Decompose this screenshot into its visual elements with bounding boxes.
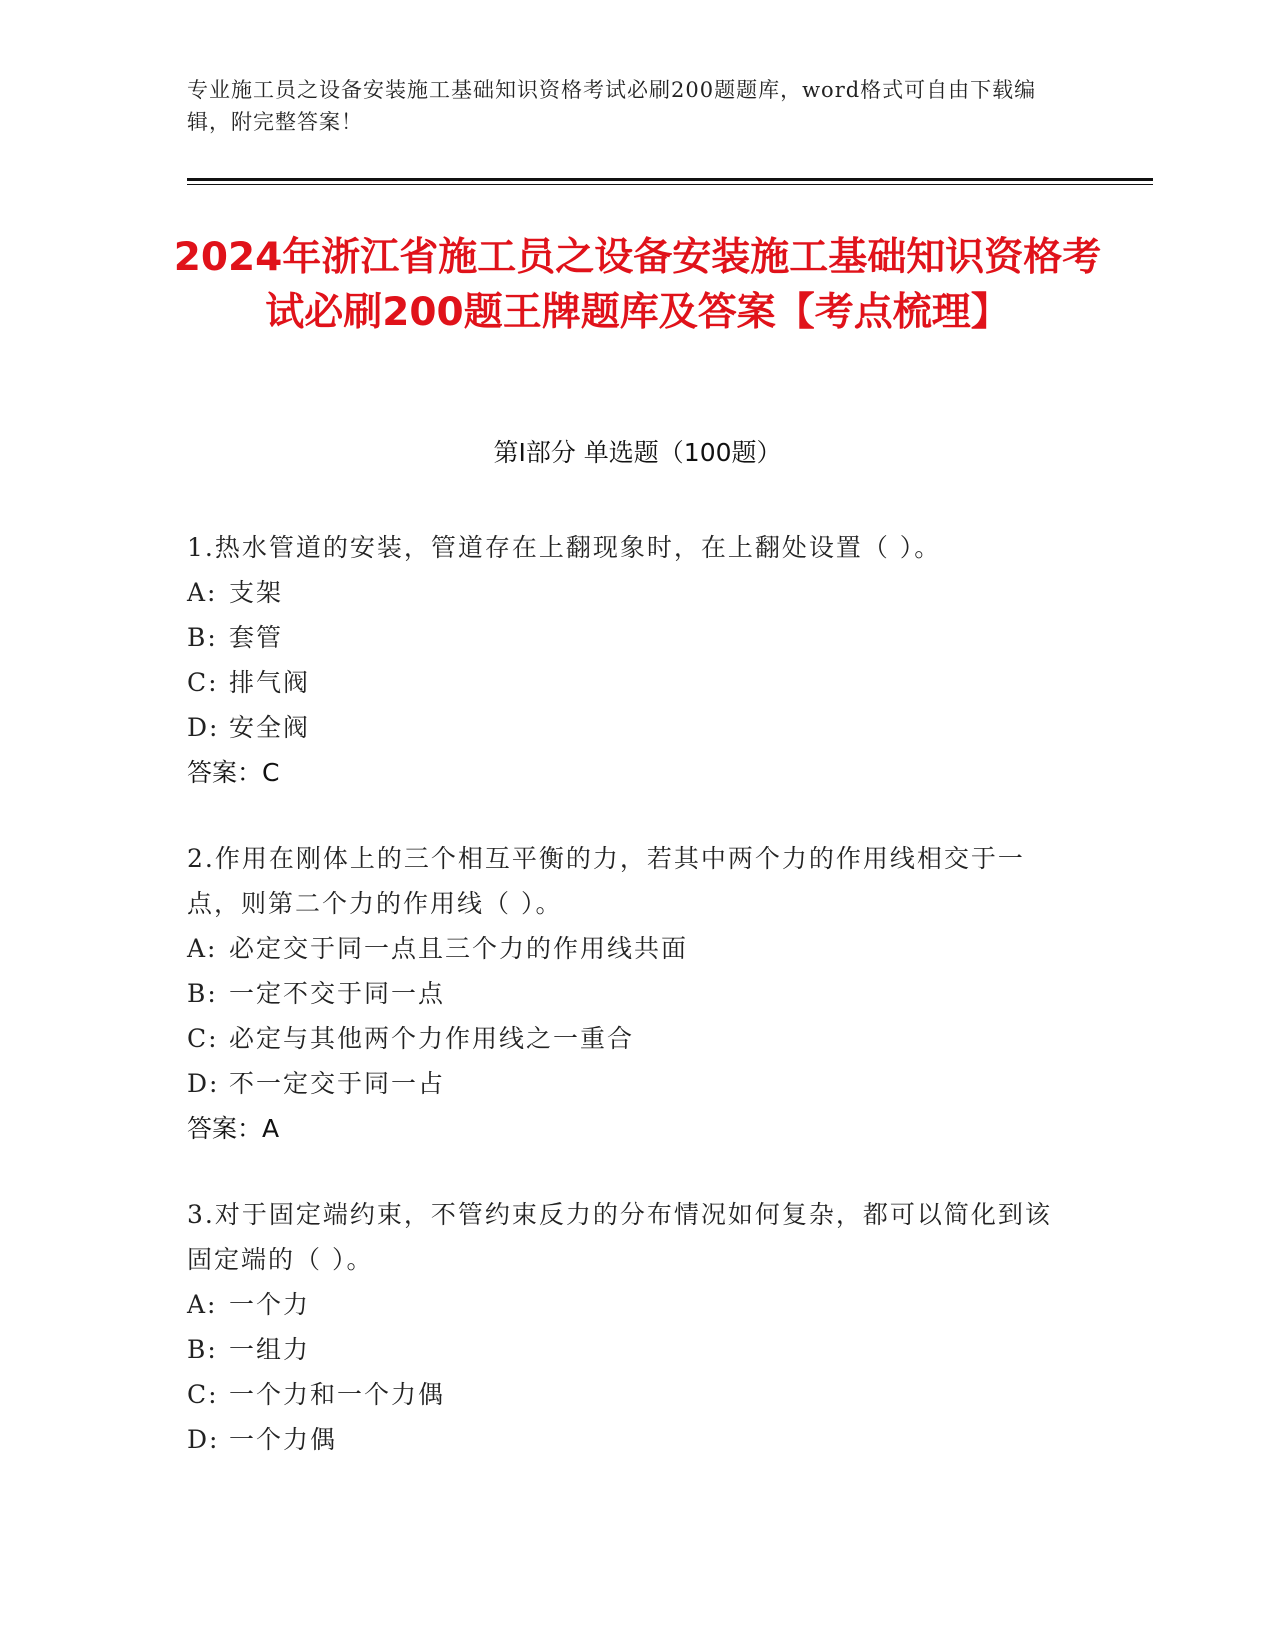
- option-d: [187, 1061, 1067, 1106]
- option-text: 一组力: [229, 1335, 311, 1364]
- header-divider-thin: [187, 184, 1153, 185]
- option-b: [187, 971, 1067, 1016]
- option-b: [187, 615, 1067, 660]
- question-3: [187, 1192, 1067, 1462]
- option-text: 一定不交于同一点: [229, 979, 446, 1008]
- option-text: 套管: [229, 623, 284, 652]
- option-text: 一个力和一个力偶: [229, 1380, 446, 1409]
- option-d: [187, 1417, 1067, 1462]
- option-letter: C:: [187, 1380, 219, 1409]
- option-letter: C:: [187, 668, 219, 697]
- option-letter: B:: [187, 1335, 218, 1364]
- option-b: [187, 1327, 1067, 1372]
- header-divider-thick: [187, 178, 1153, 181]
- option-letter: B:: [187, 623, 218, 652]
- option-d: [187, 705, 1067, 750]
- answer-line: 答案：A: [187, 1114, 280, 1143]
- option-text: 支架: [229, 578, 284, 607]
- answer-line: 答案：C: [187, 758, 280, 787]
- document-title: 2024年浙江省施工员之设备安装施工基础知识资格考试必刷200题王牌题库及答案【考点梳理】: [173, 235, 1102, 335]
- option-letter: B:: [187, 979, 218, 1008]
- header-note: 专业施工员之设备安装施工基础知识资格考试必刷200题题库，word格式可自由下载编辑，附完整答案！: [187, 78, 1037, 134]
- option-text: 排气阀: [229, 668, 311, 697]
- option-c: [187, 1372, 1067, 1417]
- section-heading: 第I部分 单选题（100题）: [493, 438, 782, 467]
- option-text: 一个力: [229, 1290, 311, 1319]
- option-letter: A:: [187, 934, 218, 963]
- question-1: [187, 525, 1067, 795]
- option-letter: D:: [187, 1425, 220, 1454]
- question-text: 1.热水管道的安装，管道存在上翻现象时，在上翻处设置（ ）。: [187, 533, 942, 562]
- option-a: [187, 570, 1067, 615]
- option-a: [187, 1282, 1067, 1327]
- option-text: 必定与其他两个力作用线之一重合: [229, 1024, 635, 1053]
- option-letter: D:: [187, 713, 220, 742]
- question-text: 2.作用在刚体上的三个相互平衡的力，若其中两个力的作用线相交于一点，则第二个力的作用线（ ）。: [187, 844, 1025, 918]
- option-c: [187, 1016, 1067, 1061]
- option-text: 安全阀: [229, 713, 311, 742]
- option-text: 不一定交于同一占: [229, 1069, 446, 1098]
- question-2: [187, 836, 1067, 1151]
- option-letter: D:: [187, 1069, 220, 1098]
- option-a: [187, 926, 1067, 971]
- option-c: [187, 660, 1067, 705]
- option-letter: A:: [187, 578, 218, 607]
- option-letter: A:: [187, 1290, 218, 1319]
- option-text: 一个力偶: [229, 1425, 338, 1454]
- question-list: [187, 525, 1067, 1503]
- option-text: 必定交于同一点且三个力的作用线共面: [229, 934, 689, 963]
- option-letter: C:: [187, 1024, 219, 1053]
- question-text: 3.对于固定端约束，不管约束反力的分布情况如何复杂，都可以简化到该固定端的（ ）。: [187, 1200, 1052, 1274]
